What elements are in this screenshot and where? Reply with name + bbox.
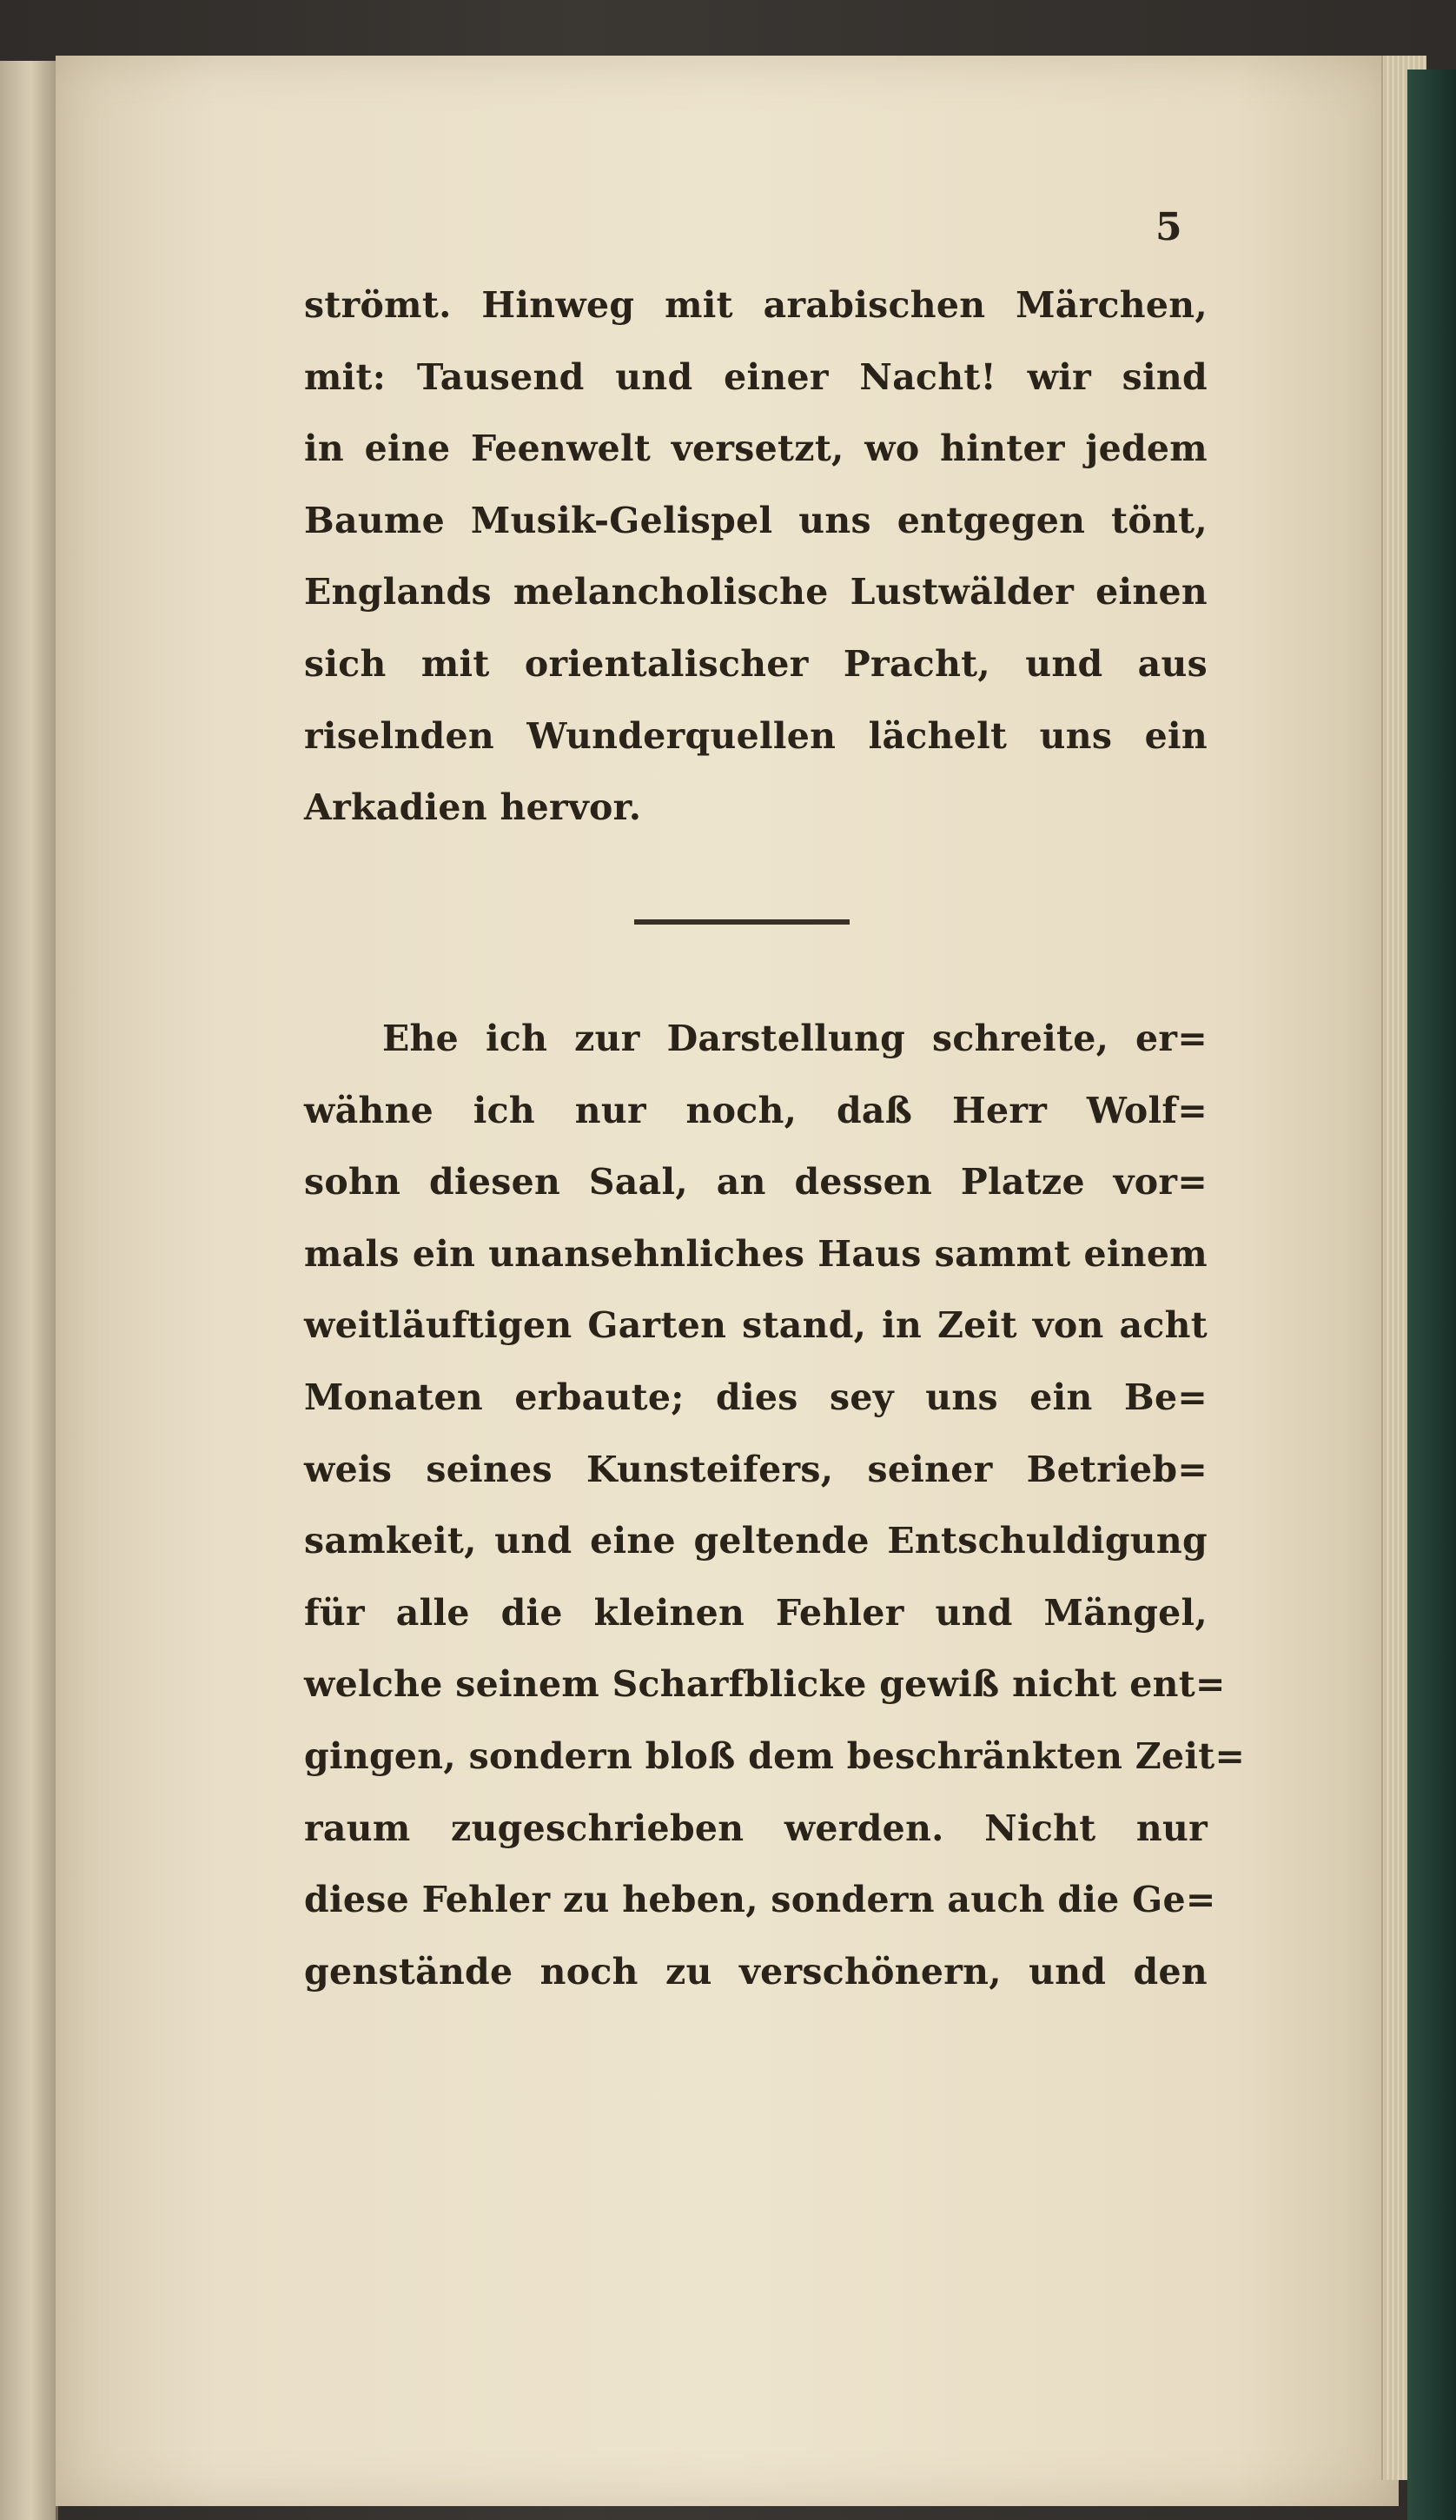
text-line: Englands melancholische Lustwälder einen <box>304 571 1208 613</box>
text-line: mit: Tausend und einer Nacht! wir sind <box>304 355 1208 398</box>
text-line: Arkadien hervor. <box>304 786 642 829</box>
book-cover <box>1407 70 1456 2520</box>
text-line: strömt. Hinweg mit arabischen Märchen, <box>304 284 1208 326</box>
paragraph-1 <box>304 269 1208 844</box>
text-line: riselnden Wunderquellen lächelt uns ein <box>304 714 1208 757</box>
text-line: Ehe ich zur Darstellung schreite, er= <box>382 1018 1208 1059</box>
text-line: diese Fehler zu heben, sondern auch die Ge= <box>304 1879 1216 1921</box>
text-line: samkeit, und eine geltende Entschuldigung <box>304 1520 1208 1562</box>
text-line: Baume Musik-Gelispel uns entgegen tönt, <box>304 499 1208 541</box>
text-line: wähne ich nur noch, daß Herr Wolf= <box>304 1089 1208 1131</box>
text-line: weitläuftigen Garten stand, in Zeit von acht <box>304 1304 1208 1347</box>
text-line: weis seines Kunsteifers, seiner Betrieb= <box>304 1448 1208 1490</box>
text-line: gingen, sondern bloß dem beschränkten Zeit= <box>304 1734 1246 1777</box>
text-line: sich mit orientalischer Pracht, und aus <box>304 642 1208 685</box>
text-line: Monaten erbaute; dies sey uns ein Be= <box>304 1376 1208 1418</box>
left-page-edge <box>0 61 58 2520</box>
section-divider <box>634 919 850 925</box>
text-line: in eine Feenwelt versetzt, wo hinter jedem <box>304 428 1208 470</box>
text-line: raum zugeschrieben werden. Nicht nur <box>304 1807 1208 1849</box>
text-line: welche seinem Scharfblicke gewiß nicht ent= <box>304 1663 1226 1706</box>
page-number: 5 <box>1155 205 1182 249</box>
text-line: für alle die kleinen Fehler und Mängel, <box>304 1591 1208 1634</box>
paragraph-2 <box>304 1003 1246 2007</box>
text-line: sohn diesen Saal, an dessen Platze vor= <box>304 1161 1208 1204</box>
text-line: genstände noch zu verschönern, und den <box>304 1950 1208 1993</box>
text-line: mals ein unansehnliches Haus sammt einem <box>304 1232 1208 1275</box>
